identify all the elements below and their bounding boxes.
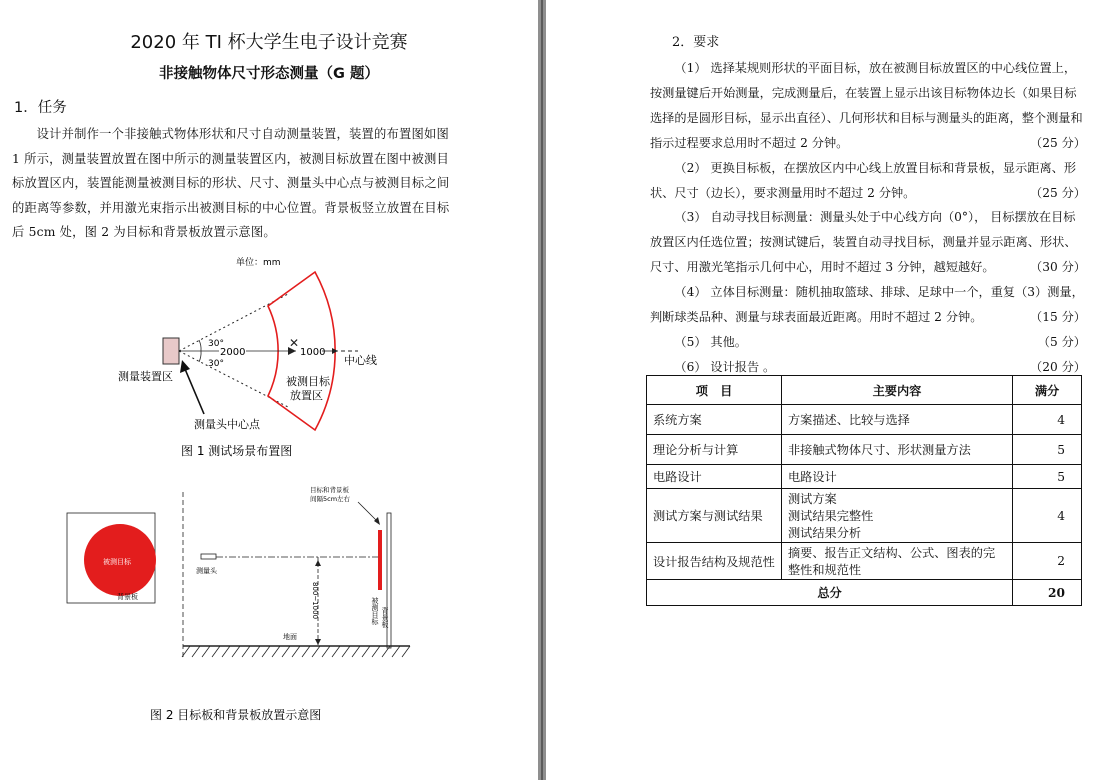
requirements-list <box>650 56 1086 380</box>
table-header-content: 主要内容 <box>782 376 1013 405</box>
page-divider <box>541 0 543 780</box>
table-header-item: 项 目 <box>647 376 782 405</box>
doc-title: 2020 年 TI 杯大学生电子设计竞赛 <box>130 32 408 53</box>
table-cell-score: 5 <box>1013 465 1082 489</box>
figure-2-placement <box>0 480 538 740</box>
fig2-ground-hatch <box>182 646 410 657</box>
table-cell-content: 方案描述、比较与选择 <box>782 405 1013 435</box>
table-cell-item: 系统方案 <box>647 405 782 435</box>
table-row <box>647 435 1082 465</box>
page-left <box>0 0 538 780</box>
fig2-target-bar <box>378 530 382 590</box>
table-total-label: 总分 <box>647 580 1013 606</box>
requirement-item: （6） 设计报告 。 （20 分） <box>674 359 1086 374</box>
fig1-dist2: 1000 <box>300 347 326 358</box>
table-cell-content: 测试方案 测试结果完整性 测试结果分析 <box>782 489 1013 543</box>
requirement-item: （3） 自动寻找目标测量：测量头处于中心线方向（0°）， 目标摆放在目标放置区内任选位置；按测试键后，装置自动寻找目标，测量并显示距离、形状、尺寸、用激光笔指示几何中心，用时不超过 3 分钟，越短越好。 （30 分） <box>650 210 1086 275</box>
table-cell-content: 电路设计 <box>782 465 1013 489</box>
table-cell-score: 5 <box>1013 435 1082 465</box>
fig1-angle-top: 30° <box>208 339 224 349</box>
table-row <box>647 489 1082 543</box>
fig1-dist1: 2000 <box>220 347 246 358</box>
table-cell-score: 4 <box>1013 405 1082 435</box>
section-requirements-heading: 2．要求 <box>672 35 720 50</box>
fig1-device-zone: 测量装置区 <box>118 370 173 383</box>
figure-1-layout <box>0 0 538 470</box>
fig1-angle-bottom: 30° <box>208 359 224 369</box>
table-row <box>647 465 1082 489</box>
requirement-item: （5） 其他。 （5 分） <box>674 334 1086 349</box>
table-total-row <box>647 580 1082 606</box>
table-row <box>647 405 1082 435</box>
task-paragraph: 设计并制作一个非接触式物体形状和尺寸自动测量装置，装置的布置图如图 1 所示，测量装置放置在图中所示的测量装置区内，被测目标放置在图中被测目标放置区内，装置能测量被测目标的形状、尺寸、测量头中心点与被测目标之间的距离等参数，并用激光束指示出被测目标的中心位置。背景板竖立放置在目标后 5cm 处，图 2 为目标和背景板放置示意图。 <box>12 127 450 240</box>
fig1-target-zone-l2: 放置区 <box>290 389 323 402</box>
report-score-table <box>646 375 1082 606</box>
table-cell-score: 2 <box>1013 543 1082 580</box>
fig2-caption: 图 2 目标板和背景板放置示意图 <box>150 708 322 722</box>
fig1-target-zone-l1: 被测目标 <box>286 375 330 388</box>
table-header-row <box>647 376 1082 405</box>
table-cell-item: 设计报告结构及规范性 <box>647 543 782 580</box>
fig2-target-vertical: 被测目标 <box>371 597 379 625</box>
requirement-item: （2） 更换目标板，在摆放区内中心线上放置目标和背景板，显示距离、形状、尺寸（边长），要求测量用时不超过 2 分钟。 （25 分） <box>650 160 1086 200</box>
fig2-target-label: 被测目标 <box>103 558 131 566</box>
table-cell-item: 测试方案与测试结果 <box>647 489 782 543</box>
fig2-height-label: 800~1000 <box>311 582 319 620</box>
table-row <box>647 543 1082 580</box>
table-cell-content: 摘要、报告正文结构、公式、图表的完整性和规范性 <box>782 543 1013 580</box>
fig1-unit: 单位：mm <box>236 258 281 268</box>
table-total-score: 20 <box>1013 580 1082 606</box>
table-cell-content: 非接触式物体尺寸、形状测量方法 <box>782 435 1013 465</box>
requirement-item: （4） 立体目标测量：随机抽取篮球、排球、足球中一个，重复（3）测量，判断球类品种、测量与球表面最近距离。用时不超过 2 分钟。 （15 分） <box>650 285 1086 325</box>
fig1-cross: ✕ <box>289 336 300 350</box>
device-zone-box <box>163 338 179 364</box>
page-right <box>546 0 1106 780</box>
fig2-head-label: 测量头 <box>196 567 217 575</box>
fig1-centerline: 中心线 <box>344 354 377 367</box>
table-cell-score: 4 <box>1013 489 1082 543</box>
fig2-ground-label: 地面 <box>283 633 297 641</box>
fig2-spacing-l1: 目标和背景板 <box>310 486 349 494</box>
fig1-head-center: 测量头中心点 <box>194 418 260 431</box>
table-cell-item: 电路设计 <box>647 465 782 489</box>
requirement-item: （1） 选择某规则形状的平面目标，放在被测目标放置区的中心线位置上，按测量键后开始测量，完成测量后，在装置上显示出该目标物体边长（如果目标选择的是圆形目标，显示出直径）、几何形状和目标与测量头的距离，整个测量和指示过程要求总用时不超过 2 分钟。 （25 分） <box>650 61 1086 150</box>
fig2-head <box>201 554 216 559</box>
table-cell-item: 理论分析与计算 <box>647 435 782 465</box>
fig2-spacing-l2: 间隔5cm左右 <box>310 495 351 503</box>
doc-subtitle: 非接触物体尺寸形态测量（G 题） <box>159 66 379 82</box>
section-task-heading: 1．任务 <box>14 100 67 116</box>
table-header-score: 满分 <box>1013 376 1082 405</box>
fig2-bg-label: 背景板 <box>117 593 138 601</box>
fig2-bg-vertical: 背景板 <box>381 607 389 628</box>
fig1-caption: 图 1 测试场景布置图 <box>181 444 293 458</box>
